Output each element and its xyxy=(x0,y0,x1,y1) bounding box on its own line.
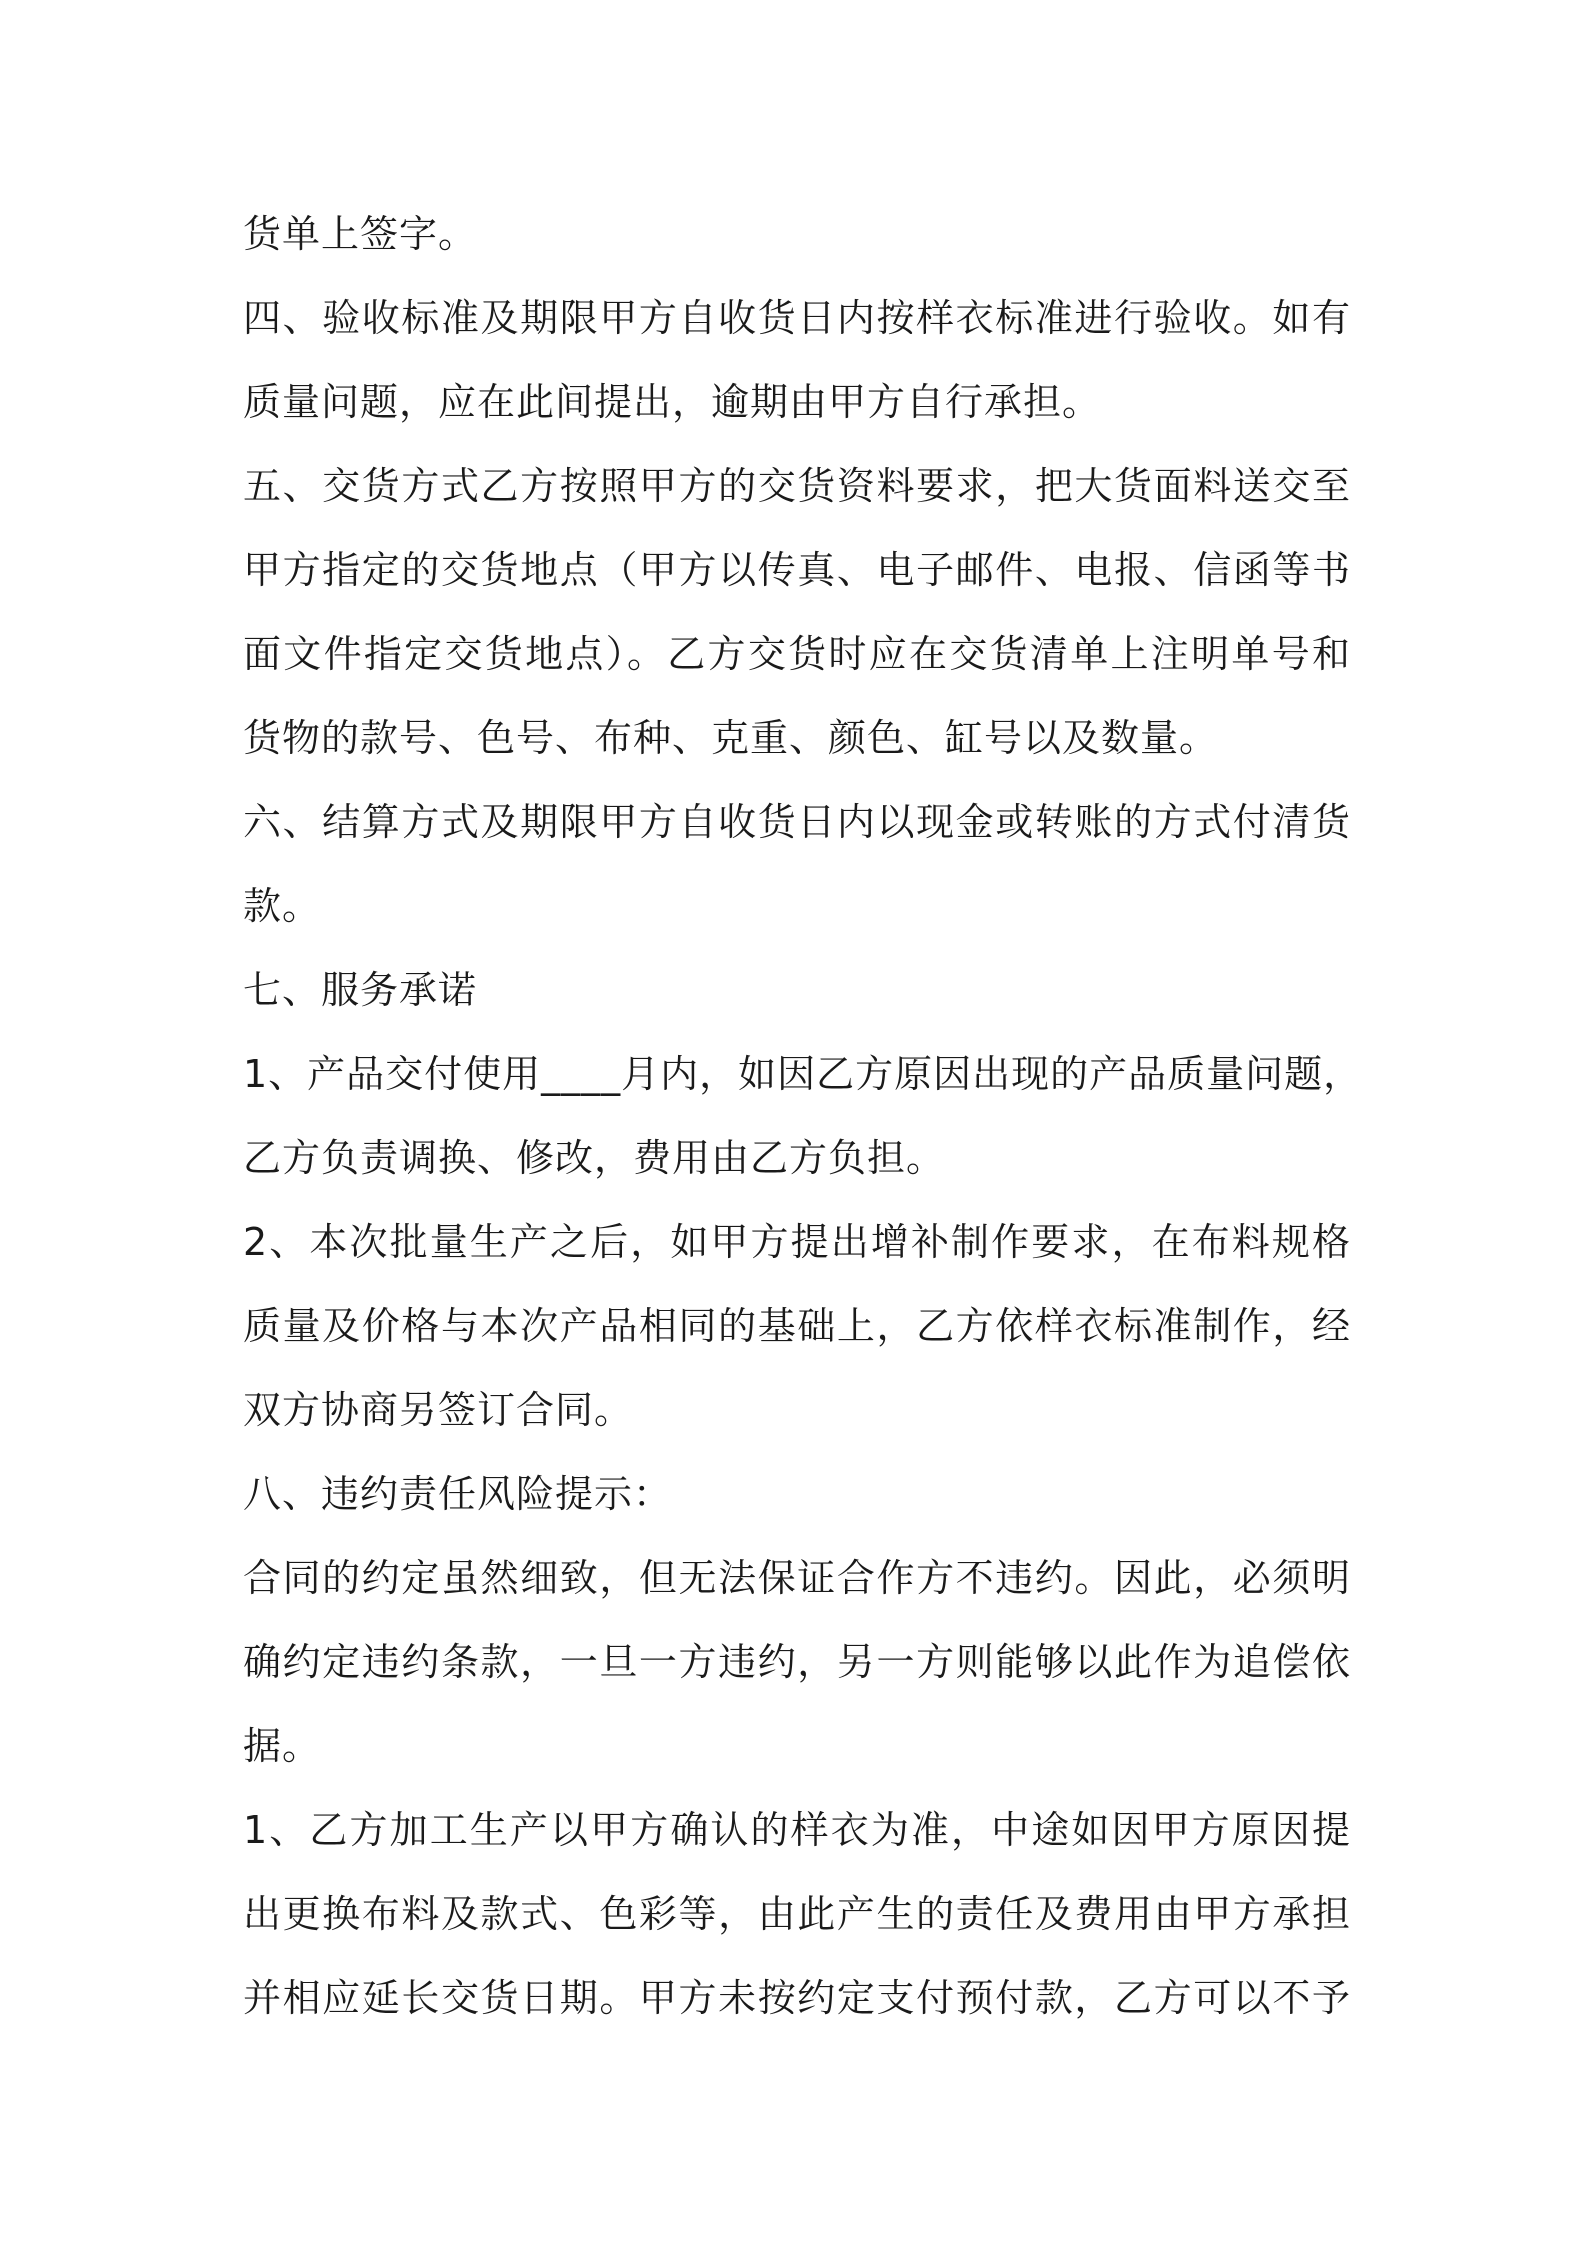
text-line: 五、交货方式乙方按照甲方的交货资料要求，把大货面料送交至 xyxy=(243,464,1351,508)
text-line: 1、产品交付使用____月内，如因乙方原因出现的产品质量问题， xyxy=(243,1052,1363,1096)
text-line: 六、结算方式及期限甲方自收货日内以现金或转账的方式付清货 xyxy=(243,800,1351,844)
text-line: 款。 xyxy=(243,884,322,928)
text-line: 并相应延长交货日期。甲方未按约定支付预付款，乙方可以不予 xyxy=(243,1976,1351,2020)
text-line: 2、本次批量生产之后，如甲方提出增补制作要求，在布料规格 xyxy=(243,1220,1351,1264)
text-line: 四、验收标准及期限甲方自收货日内按样衣标准进行验收。如有 xyxy=(243,296,1351,340)
text-line: 乙方负责调换、修改，费用由乙方负担。 xyxy=(243,1136,946,1180)
text-line: 面文件指定交货地点）。乙方交货时应在交货清单上注明单号和 xyxy=(243,632,1351,676)
text-line: 据。 xyxy=(243,1724,322,1768)
section-heading: 七、服务承诺 xyxy=(243,968,478,1012)
text-line: 1、乙方加工生产以甲方确认的样衣为准，中途如因甲方原因提 xyxy=(243,1808,1351,1852)
text-line: 甲方指定的交货地点（甲方以传真、电子邮件、电报、信函等书 xyxy=(243,548,1351,592)
text-line: 合同的约定虽然细致，但无法保证合作方不违约。因此，必须明 xyxy=(243,1556,1351,1600)
text-line: 质量及价格与本次产品相同的基础上，乙方依样衣标准制作，经 xyxy=(243,1304,1351,1348)
section-heading: 八、违约责任风险提示： xyxy=(243,1472,673,1516)
text-line: 质量问题，应在此间提出，逾期由甲方自行承担。 xyxy=(243,380,1102,424)
text-line: 出更换布料及款式、色彩等，由此产生的责任及费用由甲方承担 xyxy=(243,1892,1351,1936)
document-body xyxy=(243,192,1363,2040)
text-line: 货单上签字。 xyxy=(243,212,478,256)
text-line: 确约定违约条款，一旦一方违约，另一方则能够以此作为追偿依 xyxy=(243,1640,1351,1684)
text-line: 双方协商另签订合同。 xyxy=(243,1388,634,1432)
text-line: 货物的款号、色号、布种、克重、颜色、缸号以及数量。 xyxy=(243,716,1219,760)
